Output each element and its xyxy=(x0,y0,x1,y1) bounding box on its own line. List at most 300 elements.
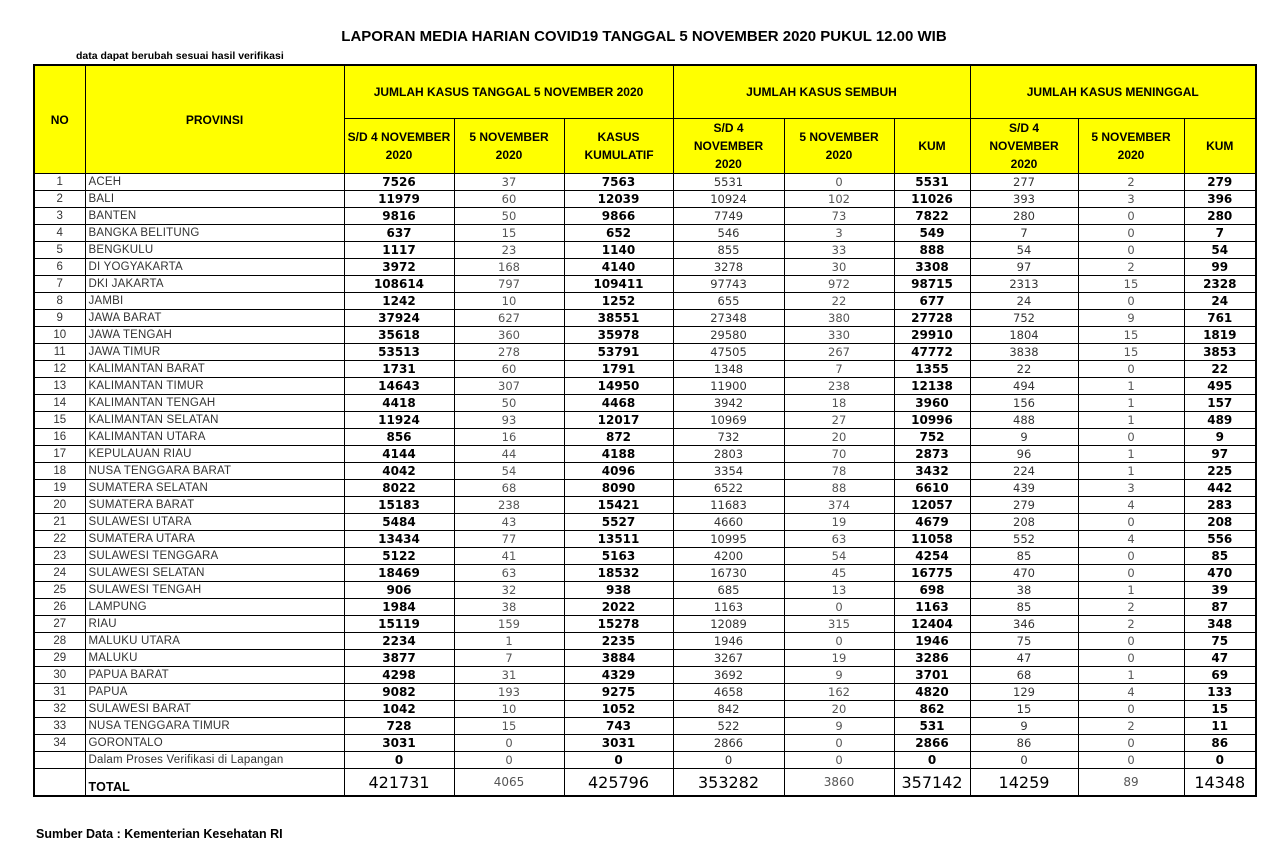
row-sembuh-sd4: 855 xyxy=(673,242,784,259)
row-provinsi: GORONTALO xyxy=(85,735,344,752)
row-no: 5 xyxy=(34,242,85,259)
row-kasus-5nov: 54 xyxy=(454,463,564,480)
total-sembuh-kum: 357142 xyxy=(894,769,970,797)
row-sembuh-kum: 2866 xyxy=(894,735,970,752)
row-meninggal-kum: 97 xyxy=(1184,446,1256,463)
row-sembuh-sd4: 97743 xyxy=(673,276,784,293)
row-kasus-kum: 35978 xyxy=(564,327,673,344)
row-kasus-kum: 2235 xyxy=(564,633,673,650)
table-row xyxy=(34,701,1256,718)
row-provinsi: KALIMANTAN TENGAH xyxy=(85,395,344,412)
row-meninggal-5nov: 0 xyxy=(1078,293,1184,310)
row-kasus-sd4: 14643 xyxy=(344,378,454,395)
row-sembuh-kum: 1163 xyxy=(894,599,970,616)
row-no: 14 xyxy=(34,395,85,412)
row-kasus-kum: 1052 xyxy=(564,701,673,718)
row-meninggal-kum: 54 xyxy=(1184,242,1256,259)
row-meninggal-5nov: 2 xyxy=(1078,174,1184,191)
row-meninggal-kum: 133 xyxy=(1184,684,1256,701)
table-row xyxy=(34,225,1256,242)
table-row xyxy=(34,633,1256,650)
table-row xyxy=(34,718,1256,735)
row-sembuh-sd4: 655 xyxy=(673,293,784,310)
row-sembuh-5nov: 0 xyxy=(784,735,894,752)
row-kasus-sd4: 4144 xyxy=(344,446,454,463)
total-label: TOTAL xyxy=(85,769,344,797)
row-sembuh-5nov: 7 xyxy=(784,361,894,378)
row-sembuh-kum: 1355 xyxy=(894,361,970,378)
row-sembuh-sd4: 0 xyxy=(673,752,784,769)
row-meninggal-5nov: 0 xyxy=(1078,735,1184,752)
table-row xyxy=(34,684,1256,701)
table-row xyxy=(34,735,1256,752)
row-meninggal-5nov: 2 xyxy=(1078,599,1184,616)
row-sembuh-kum: 3432 xyxy=(894,463,970,480)
row-no: 22 xyxy=(34,531,85,548)
row-meninggal-kum: 442 xyxy=(1184,480,1256,497)
row-provinsi: BANTEN xyxy=(85,208,344,225)
row-kasus-sd4: 2234 xyxy=(344,633,454,650)
row-kasus-5nov: 627 xyxy=(454,310,564,327)
row-provinsi: KALIMANTAN TIMUR xyxy=(85,378,344,395)
table-row xyxy=(34,446,1256,463)
row-kasus-kum: 53791 xyxy=(564,344,673,361)
row-meninggal-5nov: 0 xyxy=(1078,701,1184,718)
row-meninggal-5nov: 4 xyxy=(1078,684,1184,701)
row-sembuh-kum: 12138 xyxy=(894,378,970,395)
row-meninggal-sd4: 9 xyxy=(970,429,1078,446)
row-kasus-kum: 652 xyxy=(564,225,673,242)
row-sembuh-5nov: 20 xyxy=(784,701,894,718)
row-sembuh-sd4: 7749 xyxy=(673,208,784,225)
row-kasus-5nov: 44 xyxy=(454,446,564,463)
row-sembuh-kum: 6610 xyxy=(894,480,970,497)
row-sembuh-kum: 29910 xyxy=(894,327,970,344)
header-sembuh-5nov: 5 NOVEMBER 2020 xyxy=(784,119,894,174)
row-provinsi: JAWA TIMUR xyxy=(85,344,344,361)
row-sembuh-kum: 4820 xyxy=(894,684,970,701)
row-kasus-sd4: 108614 xyxy=(344,276,454,293)
row-meninggal-sd4: 15 xyxy=(970,701,1078,718)
row-kasus-kum: 1140 xyxy=(564,242,673,259)
row-meninggal-kum: 86 xyxy=(1184,735,1256,752)
row-meninggal-sd4: 85 xyxy=(970,599,1078,616)
row-kasus-kum: 938 xyxy=(564,582,673,599)
row-sembuh-sd4: 16730 xyxy=(673,565,784,582)
row-provinsi: LAMPUNG xyxy=(85,599,344,616)
row-sembuh-kum: 5531 xyxy=(894,174,970,191)
row-sembuh-5nov: 9 xyxy=(784,667,894,684)
table-row xyxy=(34,191,1256,208)
table-body xyxy=(34,174,1256,769)
row-sembuh-5nov: 0 xyxy=(784,633,894,650)
table-row xyxy=(34,531,1256,548)
row-meninggal-sd4: 85 xyxy=(970,548,1078,565)
row-sembuh-sd4: 12089 xyxy=(673,616,784,633)
row-kasus-5nov: 50 xyxy=(454,208,564,225)
row-sembuh-5nov: 73 xyxy=(784,208,894,225)
row-sembuh-kum: 3308 xyxy=(894,259,970,276)
row-meninggal-sd4: 129 xyxy=(970,684,1078,701)
total-meninggal-5nov: 89 xyxy=(1078,769,1184,797)
row-kasus-5nov: 10 xyxy=(454,701,564,718)
row-meninggal-5nov: 1 xyxy=(1078,582,1184,599)
row-sembuh-5nov: 27 xyxy=(784,412,894,429)
row-meninggal-5nov: 15 xyxy=(1078,276,1184,293)
row-kasus-sd4: 728 xyxy=(344,718,454,735)
data-source: Sumber Data : Kementerian Kesehatan RI xyxy=(36,827,283,841)
row-kasus-kum: 5527 xyxy=(564,514,673,531)
row-sembuh-sd4: 3942 xyxy=(673,395,784,412)
row-provinsi: SULAWESI UTARA xyxy=(85,514,344,531)
row-sembuh-5nov: 374 xyxy=(784,497,894,514)
row-sembuh-kum: 0 xyxy=(894,752,970,769)
row-provinsi: SULAWESI TENGGARA xyxy=(85,548,344,565)
row-sembuh-sd4: 3278 xyxy=(673,259,784,276)
row-provinsi: MALUKU UTARA xyxy=(85,633,344,650)
row-meninggal-kum: 2328 xyxy=(1184,276,1256,293)
row-kasus-kum: 8090 xyxy=(564,480,673,497)
row-sembuh-kum: 4679 xyxy=(894,514,970,531)
table-row xyxy=(34,429,1256,446)
table-row xyxy=(34,208,1256,225)
row-sembuh-5nov: 330 xyxy=(784,327,894,344)
row-sembuh-5nov: 3 xyxy=(784,225,894,242)
row-no: 8 xyxy=(34,293,85,310)
header-kasus-sd4: S/D 4 NOVEMBER 2020 xyxy=(344,119,454,174)
table-row xyxy=(34,548,1256,565)
row-provinsi: BALI xyxy=(85,191,344,208)
row-kasus-kum: 18532 xyxy=(564,565,673,582)
row-meninggal-sd4: 552 xyxy=(970,531,1078,548)
table-row xyxy=(34,395,1256,412)
row-meninggal-5nov: 15 xyxy=(1078,344,1184,361)
row-provinsi: KALIMANTAN BARAT xyxy=(85,361,344,378)
row-kasus-5nov: 168 xyxy=(454,259,564,276)
header-group-kasus: JUMLAH KASUS TANGGAL 5 NOVEMBER 2020 xyxy=(344,65,673,119)
row-meninggal-sd4: 3838 xyxy=(970,344,1078,361)
row-kasus-5nov: 32 xyxy=(454,582,564,599)
row-meninggal-kum: 69 xyxy=(1184,667,1256,684)
row-meninggal-sd4: 494 xyxy=(970,378,1078,395)
row-meninggal-5nov: 0 xyxy=(1078,208,1184,225)
row-meninggal-kum: 11 xyxy=(1184,718,1256,735)
row-meninggal-sd4: 279 xyxy=(970,497,1078,514)
total-kasus-5nov: 4065 xyxy=(454,769,564,797)
row-sembuh-sd4: 4200 xyxy=(673,548,784,565)
row-meninggal-5nov: 3 xyxy=(1078,480,1184,497)
row-no: 31 xyxy=(34,684,85,701)
row-meninggal-kum: 495 xyxy=(1184,378,1256,395)
row-sembuh-5nov: 70 xyxy=(784,446,894,463)
row-sembuh-5nov: 18 xyxy=(784,395,894,412)
row-provinsi: JAMBI xyxy=(85,293,344,310)
row-sembuh-kum: 531 xyxy=(894,718,970,735)
row-no: 7 xyxy=(34,276,85,293)
row-provinsi: SULAWESI SELATAN xyxy=(85,565,344,582)
row-kasus-sd4: 1042 xyxy=(344,701,454,718)
row-meninggal-5nov: 0 xyxy=(1078,650,1184,667)
row-meninggal-sd4: 0 xyxy=(970,752,1078,769)
row-kasus-sd4: 1117 xyxy=(344,242,454,259)
row-sembuh-kum: 27728 xyxy=(894,310,970,327)
row-kasus-5nov: 797 xyxy=(454,276,564,293)
row-no: 11 xyxy=(34,344,85,361)
row-meninggal-kum: 22 xyxy=(1184,361,1256,378)
row-sembuh-sd4: 11900 xyxy=(673,378,784,395)
row-kasus-sd4: 3877 xyxy=(344,650,454,667)
row-kasus-5nov: 63 xyxy=(454,565,564,582)
row-provinsi: ACEH xyxy=(85,174,344,191)
row-no: 19 xyxy=(34,480,85,497)
row-kasus-5nov: 93 xyxy=(454,412,564,429)
row-sembuh-sd4: 11683 xyxy=(673,497,784,514)
row-sembuh-sd4: 5531 xyxy=(673,174,784,191)
row-sembuh-sd4: 546 xyxy=(673,225,784,242)
row-kasus-sd4: 1731 xyxy=(344,361,454,378)
row-kasus-sd4: 8022 xyxy=(344,480,454,497)
row-provinsi: SULAWESI BARAT xyxy=(85,701,344,718)
header-kasus-5nov: 5 NOVEMBER 2020 xyxy=(454,119,564,174)
table-row xyxy=(34,378,1256,395)
row-meninggal-sd4: 75 xyxy=(970,633,1078,650)
row-kasus-sd4: 11924 xyxy=(344,412,454,429)
row-provinsi: JAWA BARAT xyxy=(85,310,344,327)
table-row xyxy=(34,497,1256,514)
row-no: 33 xyxy=(34,718,85,735)
row-provinsi: KEPULAUAN RIAU xyxy=(85,446,344,463)
row-sembuh-5nov: 88 xyxy=(784,480,894,497)
row-kasus-kum: 743 xyxy=(564,718,673,735)
row-kasus-5nov: 37 xyxy=(454,174,564,191)
row-sembuh-kum: 3701 xyxy=(894,667,970,684)
row-kasus-kum: 4329 xyxy=(564,667,673,684)
row-no: 26 xyxy=(34,599,85,616)
row-no: 20 xyxy=(34,497,85,514)
row-kasus-sd4: 4042 xyxy=(344,463,454,480)
row-meninggal-sd4: 97 xyxy=(970,259,1078,276)
row-kasus-sd4: 3972 xyxy=(344,259,454,276)
row-sembuh-kum: 3960 xyxy=(894,395,970,412)
row-meninggal-kum: 15 xyxy=(1184,701,1256,718)
row-meninggal-sd4: 470 xyxy=(970,565,1078,582)
row-provinsi: NUSA TENGGARA TIMUR xyxy=(85,718,344,735)
row-provinsi: PAPUA BARAT xyxy=(85,667,344,684)
row-meninggal-5nov: 0 xyxy=(1078,752,1184,769)
row-sembuh-sd4: 29580 xyxy=(673,327,784,344)
row-meninggal-5nov: 0 xyxy=(1078,633,1184,650)
row-meninggal-5nov: 3 xyxy=(1078,191,1184,208)
table-row xyxy=(34,327,1256,344)
row-meninggal-sd4: 346 xyxy=(970,616,1078,633)
row-kasus-sd4: 906 xyxy=(344,582,454,599)
row-meninggal-5nov: 1 xyxy=(1078,446,1184,463)
row-sembuh-kum: 3286 xyxy=(894,650,970,667)
row-meninggal-sd4: 277 xyxy=(970,174,1078,191)
row-provinsi: MALUKU xyxy=(85,650,344,667)
row-sembuh-5nov: 78 xyxy=(784,463,894,480)
row-provinsi: RIAU xyxy=(85,616,344,633)
row-meninggal-5nov: 2 xyxy=(1078,718,1184,735)
row-no: 34 xyxy=(34,735,85,752)
row-meninggal-kum: 283 xyxy=(1184,497,1256,514)
row-no: 17 xyxy=(34,446,85,463)
report-subtitle: data dapat berubah sesuai hasil verifikasi xyxy=(76,50,284,62)
row-meninggal-kum: 99 xyxy=(1184,259,1256,276)
row-kasus-sd4: 5484 xyxy=(344,514,454,531)
row-sembuh-kum: 47772 xyxy=(894,344,970,361)
row-provinsi: NUSA TENGGARA BARAT xyxy=(85,463,344,480)
row-sembuh-sd4: 1348 xyxy=(673,361,784,378)
row-kasus-5nov: 38 xyxy=(454,599,564,616)
total-meninggal-sd4: 14259 xyxy=(970,769,1078,797)
row-kasus-5nov: 10 xyxy=(454,293,564,310)
row-sembuh-5nov: 380 xyxy=(784,310,894,327)
row-meninggal-5nov: 2 xyxy=(1078,616,1184,633)
row-no: 28 xyxy=(34,633,85,650)
row-sembuh-kum: 862 xyxy=(894,701,970,718)
row-kasus-sd4: 18469 xyxy=(344,565,454,582)
row-sembuh-5nov: 20 xyxy=(784,429,894,446)
row-sembuh-sd4: 10924 xyxy=(673,191,784,208)
row-no: 2 xyxy=(34,191,85,208)
row-kasus-sd4: 15119 xyxy=(344,616,454,633)
row-kasus-5nov: 238 xyxy=(454,497,564,514)
row-kasus-sd4: 13434 xyxy=(344,531,454,548)
row-kasus-5nov: 31 xyxy=(454,667,564,684)
row-meninggal-5nov: 1 xyxy=(1078,463,1184,480)
row-meninggal-5nov: 0 xyxy=(1078,565,1184,582)
row-sembuh-sd4: 47505 xyxy=(673,344,784,361)
row-kasus-5nov: 1 xyxy=(454,633,564,650)
row-sembuh-sd4: 10969 xyxy=(673,412,784,429)
row-meninggal-sd4: 38 xyxy=(970,582,1078,599)
report-title: LAPORAN MEDIA HARIAN COVID19 TANGGAL 5 NOVEMBER 2020 PUKUL 12.00 WIB xyxy=(341,28,947,45)
row-sembuh-kum: 698 xyxy=(894,582,970,599)
total-sembuh-sd4: 353282 xyxy=(673,769,784,797)
header-meninggal-kum: KUM xyxy=(1184,119,1256,174)
row-meninggal-sd4: 9 xyxy=(970,718,1078,735)
row-kasus-sd4: 856 xyxy=(344,429,454,446)
row-sembuh-sd4: 685 xyxy=(673,582,784,599)
header-meninggal-sd4: S/D 4 NOVEMBER 2020 xyxy=(970,119,1078,174)
row-meninggal-kum: 24 xyxy=(1184,293,1256,310)
row-no: 24 xyxy=(34,565,85,582)
row-sembuh-sd4: 3692 xyxy=(673,667,784,684)
row-kasus-kum: 3884 xyxy=(564,650,673,667)
row-kasus-kum: 3031 xyxy=(564,735,673,752)
row-no: 25 xyxy=(34,582,85,599)
table-row xyxy=(34,667,1256,684)
table-row xyxy=(34,463,1256,480)
row-meninggal-5nov: 9 xyxy=(1078,310,1184,327)
header-provinsi: PROVINSI xyxy=(85,65,344,174)
row-kasus-kum: 1791 xyxy=(564,361,673,378)
row-meninggal-sd4: 54 xyxy=(970,242,1078,259)
row-kasus-sd4: 637 xyxy=(344,225,454,242)
row-kasus-kum: 9275 xyxy=(564,684,673,701)
row-sembuh-kum: 98715 xyxy=(894,276,970,293)
row-sembuh-5nov: 33 xyxy=(784,242,894,259)
row-meninggal-5nov: 1 xyxy=(1078,395,1184,412)
row-kasus-sd4: 3031 xyxy=(344,735,454,752)
row-meninggal-kum: 39 xyxy=(1184,582,1256,599)
row-kasus-sd4: 0 xyxy=(344,752,454,769)
total-row xyxy=(34,769,1256,797)
row-meninggal-sd4: 439 xyxy=(970,480,1078,497)
row-kasus-sd4: 9082 xyxy=(344,684,454,701)
table-row xyxy=(34,752,1256,769)
row-provinsi: SUMATERA BARAT xyxy=(85,497,344,514)
row-kasus-kum: 12039 xyxy=(564,191,673,208)
row-meninggal-kum: 157 xyxy=(1184,395,1256,412)
row-kasus-kum: 7563 xyxy=(564,174,673,191)
row-kasus-kum: 15421 xyxy=(564,497,673,514)
row-kasus-sd4: 4298 xyxy=(344,667,454,684)
row-kasus-kum: 12017 xyxy=(564,412,673,429)
row-meninggal-5nov: 0 xyxy=(1078,548,1184,565)
row-meninggal-5nov: 0 xyxy=(1078,429,1184,446)
row-sembuh-5nov: 238 xyxy=(784,378,894,395)
header-group-sembuh: JUMLAH KASUS SEMBUH xyxy=(673,65,970,119)
row-sembuh-5nov: 0 xyxy=(784,174,894,191)
row-kasus-kum: 15278 xyxy=(564,616,673,633)
row-sembuh-sd4: 27348 xyxy=(673,310,784,327)
row-kasus-kum: 1252 xyxy=(564,293,673,310)
row-sembuh-5nov: 45 xyxy=(784,565,894,582)
row-kasus-kum: 0 xyxy=(564,752,673,769)
row-sembuh-5nov: 315 xyxy=(784,616,894,633)
table-row xyxy=(34,565,1256,582)
header-meninggal-5nov: 5 NOVEMBER 2020 xyxy=(1078,119,1184,174)
row-kasus-5nov: 41 xyxy=(454,548,564,565)
row-meninggal-kum: 47 xyxy=(1184,650,1256,667)
row-meninggal-sd4: 47 xyxy=(970,650,1078,667)
row-kasus-5nov: 7 xyxy=(454,650,564,667)
row-meninggal-sd4: 86 xyxy=(970,735,1078,752)
header-group-meninggal: JUMLAH KASUS MENINGGAL xyxy=(970,65,1256,119)
row-meninggal-kum: 489 xyxy=(1184,412,1256,429)
row-provinsi: SULAWESI TENGAH xyxy=(85,582,344,599)
row-kasus-5nov: 50 xyxy=(454,395,564,412)
row-meninggal-kum: 279 xyxy=(1184,174,1256,191)
row-sembuh-kum: 4254 xyxy=(894,548,970,565)
table-row xyxy=(34,259,1256,276)
row-no: 12 xyxy=(34,361,85,378)
row-sembuh-5nov: 13 xyxy=(784,582,894,599)
row-sembuh-kum: 549 xyxy=(894,225,970,242)
row-sembuh-5nov: 0 xyxy=(784,599,894,616)
row-meninggal-kum: 348 xyxy=(1184,616,1256,633)
row-sembuh-5nov: 267 xyxy=(784,344,894,361)
row-meninggal-sd4: 2313 xyxy=(970,276,1078,293)
row-kasus-sd4: 15183 xyxy=(344,497,454,514)
row-sembuh-5nov: 54 xyxy=(784,548,894,565)
row-provinsi: KALIMANTAN UTARA xyxy=(85,429,344,446)
row-kasus-5nov: 60 xyxy=(454,361,564,378)
row-sembuh-sd4: 2803 xyxy=(673,446,784,463)
row-sembuh-sd4: 4658 xyxy=(673,684,784,701)
row-meninggal-sd4: 752 xyxy=(970,310,1078,327)
row-sembuh-sd4: 6522 xyxy=(673,480,784,497)
row-meninggal-kum: 0 xyxy=(1184,752,1256,769)
row-sembuh-5nov: 19 xyxy=(784,650,894,667)
row-sembuh-5nov: 0 xyxy=(784,752,894,769)
row-sembuh-sd4: 4660 xyxy=(673,514,784,531)
row-sembuh-kum: 677 xyxy=(894,293,970,310)
row-meninggal-kum: 87 xyxy=(1184,599,1256,616)
row-sembuh-5nov: 102 xyxy=(784,191,894,208)
